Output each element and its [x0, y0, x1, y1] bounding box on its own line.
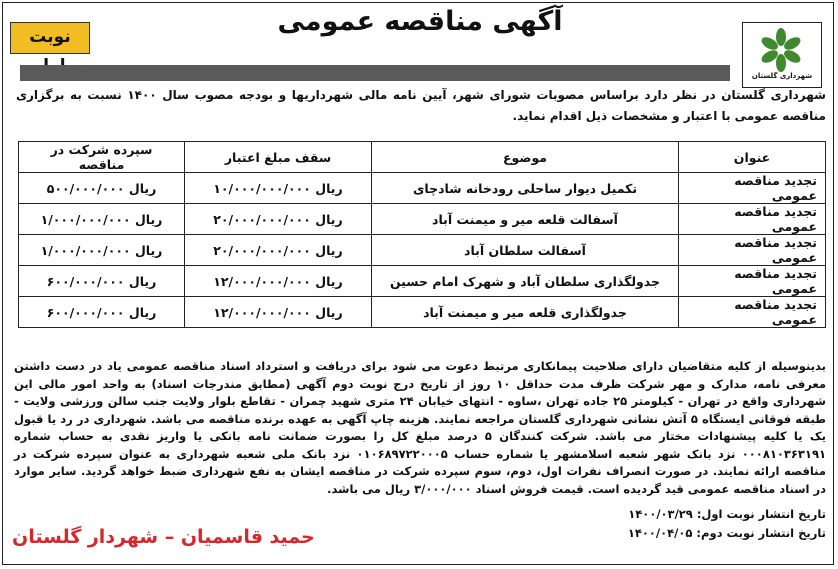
intro-paragraph: شهرداری گلستان در نظر دارد براساس مصوبات شورای شهر، آیین نامه مالی شهرداریها و بودجه مصوب سال ۱۴۰۰ نسبت به برگزاری مناقصه عمومی با اعتبار و مشخصات ذیل اقدام نماید.: [16, 88, 826, 123]
col-subject-header: موضوع: [372, 142, 679, 173]
status-badge: نوبت: [10, 22, 90, 54]
row-budget: ۱۲/۰۰۰/۰۰۰/۰۰۰ ریال: [185, 297, 372, 328]
logo-caption: شهرداری گلستان: [751, 72, 813, 80]
table-row: [19, 204, 826, 235]
mayor-signature: حمید قاسمیان – شهردار گلستان: [12, 526, 315, 548]
col-budget-header: سقف مبلغ اعتبار: [185, 142, 372, 173]
row-budget: ۱۲/۰۰۰/۰۰۰/۰۰۰ ریال: [185, 266, 372, 297]
leaf-logo-icon: [757, 27, 805, 73]
second-publication-date: تاریخ انتشار نوبت دوم: ۱۴۰۰/۰۴/۰۵: [627, 526, 826, 540]
row-deposit: ۶۰۰/۰۰۰/۰۰۰ ریال: [19, 266, 185, 297]
row-budget: ۲۰/۰۰۰/۰۰۰/۰۰۰ ریال: [185, 235, 372, 266]
page-title: آگهی مناقصه عمومی: [277, 6, 563, 37]
row-deposit: ۵۰۰/۰۰۰/۰۰۰ ریال: [19, 173, 185, 204]
table-row: [19, 173, 826, 204]
table-row: [19, 235, 826, 266]
row-budget: ۱۰/۰۰۰/۰۰۰/۰۰۰ ریال: [185, 173, 372, 204]
table-row: [19, 266, 826, 297]
row-title: تجدید مناقصه عمومی: [679, 297, 826, 328]
first-publication-date: تاریخ انتشار نوبت اول: ۱۴۰۰/۰۳/۲۹: [628, 507, 826, 521]
table-row: [19, 297, 826, 328]
divider-bar: [20, 65, 730, 81]
publication-dates: [628, 505, 826, 543]
table-header-row: [19, 142, 826, 173]
row-title: تجدید مناقصه عمومی: [679, 173, 826, 204]
row-subject: آسفالت قلعه میر و میمنت آباد: [372, 204, 679, 235]
row-deposit: ۱/۰۰۰/۰۰۰/۰۰۰ ریال: [19, 235, 185, 266]
row-budget: ۲۰/۰۰۰/۰۰۰/۰۰۰ ریال: [185, 204, 372, 235]
conditions-paragraph: بدینوسیله از کلیه متقاضیان دارای صلاحیت پیمانکاری مرتبط دعوت می شود برای دریافت و استرداد اسناد مناقصه عمومی یاد در دست داشتن معرفی نامه، مدارک و مهر شرکت ظرف مدت حداقل ۱۰ روز از تاریخ درج نوبت دوم آگهی (مطابق مندرجات اسناد) به واحد امور مالی این شهرداری واقع در تهران - کیلومتر ۲۵ جاده تهران ،ساوه - انتهای خیابان ۲۴ متری شهید چمران - تقاطع بلوار ولایت جنب سالن ورزشی ولایت - طبقه فوقانی ایستگاه ۵ آتش نشانی شهرداری گلستان مراجعه نمایند. هزینه چاپ آگهی به عهده برنده مناقصه می باشد. شهرداری در رد یا قبول یک یا کلیه پیشنهادات مختار می باشد. شرکت کنندگان ۵ درصد مبلغ کل را بصورت ضمانت نامه بانکی یا واریز نقدی به حساب شماره ۰۰۰۸۱۰۳۶۳۱۹۱ نزد بانک شهر شعبه اسلامشهر یا شماره حساب ۰۱۰۶۸۹۷۲۲۰۰۰۵ نزد بانک ملی شعبه شهرداری به عنوان سپرده شرکت در مناقصه ارائه نمایند. در صورت انصراف نفرات اول، دوم، سوم سپرده شرکت در مناقصه ایشان به نفع شهرداری ضبط خواهد گردید. سایر موارد در اسناد مناقصه عمومی قید گردیده است. قیمت فروش اسناد ۳/۰۰۰/۰۰۰ ریال می باشد.: [14, 359, 826, 496]
row-deposit: ۶۰۰/۰۰۰/۰۰۰ ریال: [19, 297, 185, 328]
col-title-header: عنوان: [679, 142, 826, 173]
municipality-logo: [742, 22, 822, 88]
tender-table: [18, 141, 826, 328]
row-deposit: ۱/۰۰۰/۰۰۰/۰۰۰ ریال: [19, 204, 185, 235]
row-subject: جدولگذاری قلعه میر و میمنت آباد: [372, 297, 679, 328]
row-subject: تکمیل دیوار ساحلی رودخانه شادچای: [372, 173, 679, 204]
row-subject: جدولگذاری سلطان آباد و شهرک امام حسین: [372, 266, 679, 297]
row-subject: آسفالت سلطان آباد: [372, 235, 679, 266]
row-title: تجدید مناقصه عمومی: [679, 204, 826, 235]
row-title: تجدید مناقصه عمومی: [679, 266, 826, 297]
row-title: تجدید مناقصه عمومی: [679, 235, 826, 266]
col-deposit-header: سپرده شرکت در مناقصه: [19, 142, 185, 173]
